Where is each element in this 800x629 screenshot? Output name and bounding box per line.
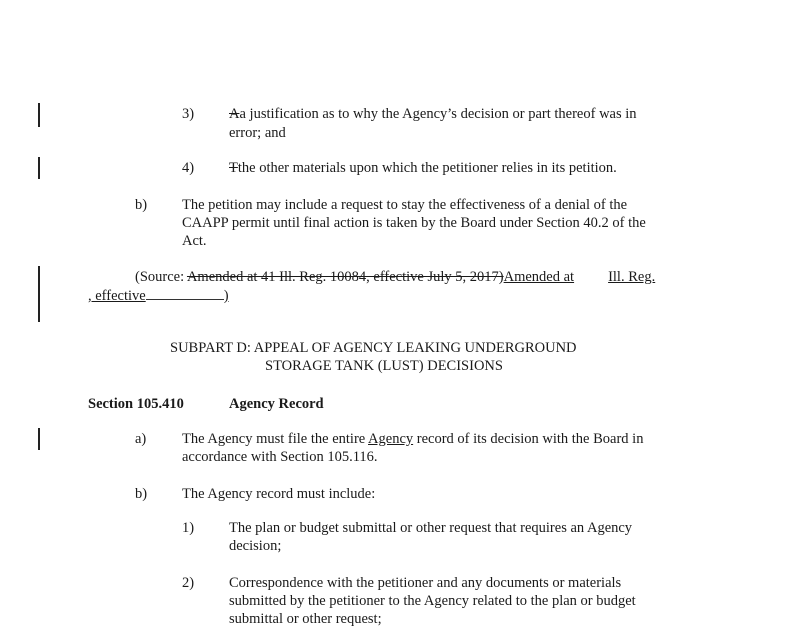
item-3-text-cont: error; and — [229, 125, 286, 141]
struck-text: A — [229, 106, 240, 122]
item-3-text: Aa justification as to why the Agency’s decision or part thereof was in — [229, 106, 637, 122]
revision-bar — [38, 266, 40, 322]
paragraph-b-text: The Agency record must include: — [182, 486, 376, 502]
paragraph-label: b) — [135, 486, 148, 502]
section-title: Agency Record — [229, 396, 324, 412]
subpart-heading: STORAGE TANK (LUST) DECISIONS — [265, 358, 503, 374]
revision-bar — [38, 157, 40, 179]
item-number: 1) — [182, 520, 195, 536]
item-1-line: decision; — [229, 538, 282, 554]
paragraph-b-line: The petition may include a request to stay the effectiveness of a denial of the — [182, 197, 628, 213]
paragraph-b-line: CAAPP permit until final action is taken by the Board under Section 40.2 of the — [182, 215, 646, 231]
item-2-line: submittal or other request; — [229, 611, 382, 627]
item-2-line: Correspondence with the petitioner and any documents or materials — [229, 575, 622, 591]
paragraph-label: a) — [135, 431, 147, 447]
struck-text: Amended at 41 Ill. Reg. 10084, effective July 5, 2017) — [186, 269, 504, 285]
inserted-text: Ill. Reg. — [608, 269, 656, 285]
item-number: 2) — [182, 575, 195, 591]
paragraph-a-line: The Agency must file the entire Agency record of its decision with the Board in — [182, 431, 644, 447]
item-number: 3) — [182, 106, 195, 122]
paragraph-label: b) — [135, 197, 148, 213]
item-4-text: Tthe other materials upon which the petitioner relies in its petition. — [229, 160, 617, 176]
paragraph-a-line: accordance with Section 105.116. — [182, 449, 378, 465]
subpart-heading: SUBPART D: APPEAL OF AGENCY LEAKING UNDERGROUND — [170, 340, 577, 356]
section-number: Section 105.410 — [88, 396, 184, 412]
item-2-line: submitted by the petitioner to the Agency related to the plan or budget — [229, 593, 636, 609]
inserted-text: Agency — [368, 431, 414, 447]
source-note-cont: , effective ) — [88, 288, 229, 304]
source-note: (Source: Amended at 41 Ill. Reg. 10084, effective July 5, 2017)Amended at Ill. Reg. — [135, 269, 656, 285]
revision-bar — [38, 428, 40, 450]
date-blank — [146, 286, 224, 300]
paragraph-b-line: Act. — [182, 233, 207, 249]
revision-bar — [38, 103, 40, 127]
item-number: 4) — [182, 160, 195, 176]
item-1-line: The plan or budget submittal or other request that requires an Agency — [229, 520, 633, 536]
struck-text: T — [229, 160, 238, 176]
inserted-text: Amended at — [503, 269, 575, 285]
